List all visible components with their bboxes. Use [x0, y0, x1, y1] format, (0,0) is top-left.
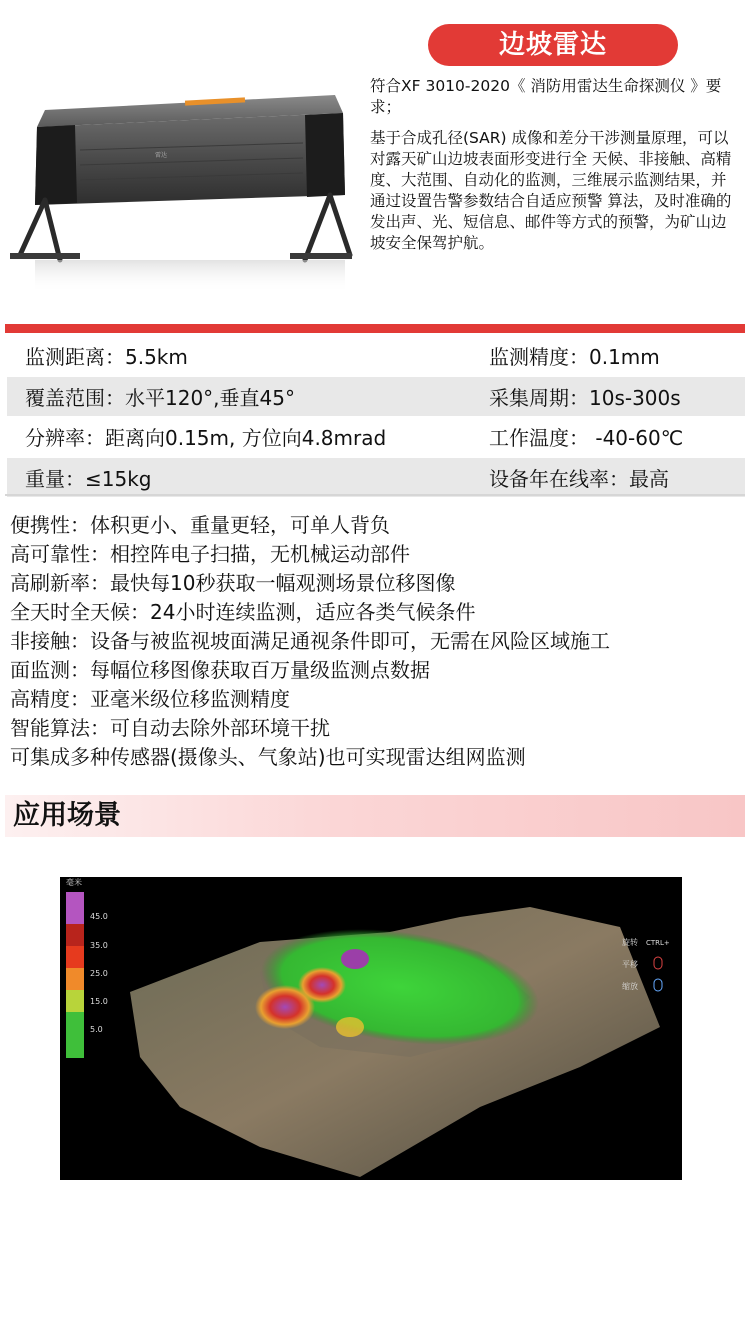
spec-monitor-accuracy: 监测精度：0.1mm	[489, 345, 660, 369]
control-rotate-key: CTRL+	[646, 939, 670, 947]
intro-paragraph-standard: 符合XF 3010-2020《 消防用雷达生命探测仪 》要求；	[370, 77, 722, 116]
section-title: 应用场景	[13, 800, 121, 831]
radar-device-image	[5, 55, 355, 295]
spec-row	[7, 336, 745, 375]
spec-resolution: 分辨率：距离向0.15m, 方位向4.8mrad	[25, 426, 387, 450]
legend-scale	[66, 892, 84, 1058]
feature-item: 面监测：每幅位移图像获取百万量级监测点数据	[10, 658, 430, 682]
spec-coverage: 覆盖范围：水平120°,垂直45°	[25, 385, 295, 410]
spec-monitor-distance: 监测距离：5.5km	[25, 345, 188, 369]
control-pan-label: 平移	[622, 960, 638, 969]
spec-weight: 重量：≤15kg	[25, 466, 152, 491]
control-zoom-label: 缩放	[622, 982, 638, 991]
application-section-header	[5, 795, 745, 837]
spec-collection-period: 采集周期：10s-300s	[489, 385, 681, 410]
feature-item: 可集成多种传感器(摄像头、气象站)也可实现雷达组网监测	[10, 745, 526, 769]
feature-item: 智能算法：可自动去除外部环境干扰	[10, 716, 330, 740]
svg-text:雷达: 雷达	[155, 152, 168, 159]
legend-label: 35.0	[90, 941, 108, 950]
feature-item: 全天时全天候：24小时连续监测，适应各类气候条件	[10, 600, 476, 624]
spec-table	[7, 336, 745, 497]
divider	[5, 494, 745, 496]
intro-paragraph-description: 基于合成孔径(SAR) 成像和差分干涉测量原理，可以对露天矿山边坡表面形变进行全 天候、非接触、高精度、大范围、自动化的监测，三维展示监测结果，并通过设置告警参数结合自适应预警 算法，及时准确的发出声、光、短信息、邮件等方式的预警，为矿山边坡安全保驾护航。	[370, 129, 732, 252]
spec-online-rate: 设备年在线率：最高	[489, 466, 669, 491]
page-title: 边坡雷达	[428, 24, 678, 66]
mouse-icon	[654, 979, 662, 991]
spec-row	[7, 417, 745, 456]
feature-item: 高精度：亚毫米级位移监测精度	[10, 687, 290, 711]
feature-item: 便携性：体积更小、重量更轻，可单人背负	[10, 513, 390, 537]
legend-unit: 毫米	[66, 878, 82, 887]
spec-row	[7, 377, 745, 416]
legend-label: 25.0	[90, 969, 108, 978]
control-rotate-label: 旋转	[622, 938, 638, 947]
legend-label: 45.0	[90, 912, 108, 921]
feature-item: 高可靠性：相控阵电子扫描，无机械运动部件	[10, 542, 410, 566]
feature-list	[10, 511, 740, 772]
spec-row	[7, 458, 745, 497]
intro-text	[370, 76, 740, 264]
legend-label: 5.0	[90, 1025, 103, 1034]
section-divider-red	[5, 324, 745, 333]
legend-label: 15.0	[90, 997, 108, 1006]
mouse-icon	[654, 957, 662, 969]
application-scene-image	[60, 877, 682, 1180]
feature-item: 非接触：设备与被监视坡面满足通视条件即可，无需在风险区域施工	[10, 629, 610, 653]
spec-operating-temp: 工作温度： -40-60℃	[489, 426, 684, 450]
feature-item: 高刷新率：最快每10秒获取一幅观测场景位移图像	[10, 571, 456, 595]
